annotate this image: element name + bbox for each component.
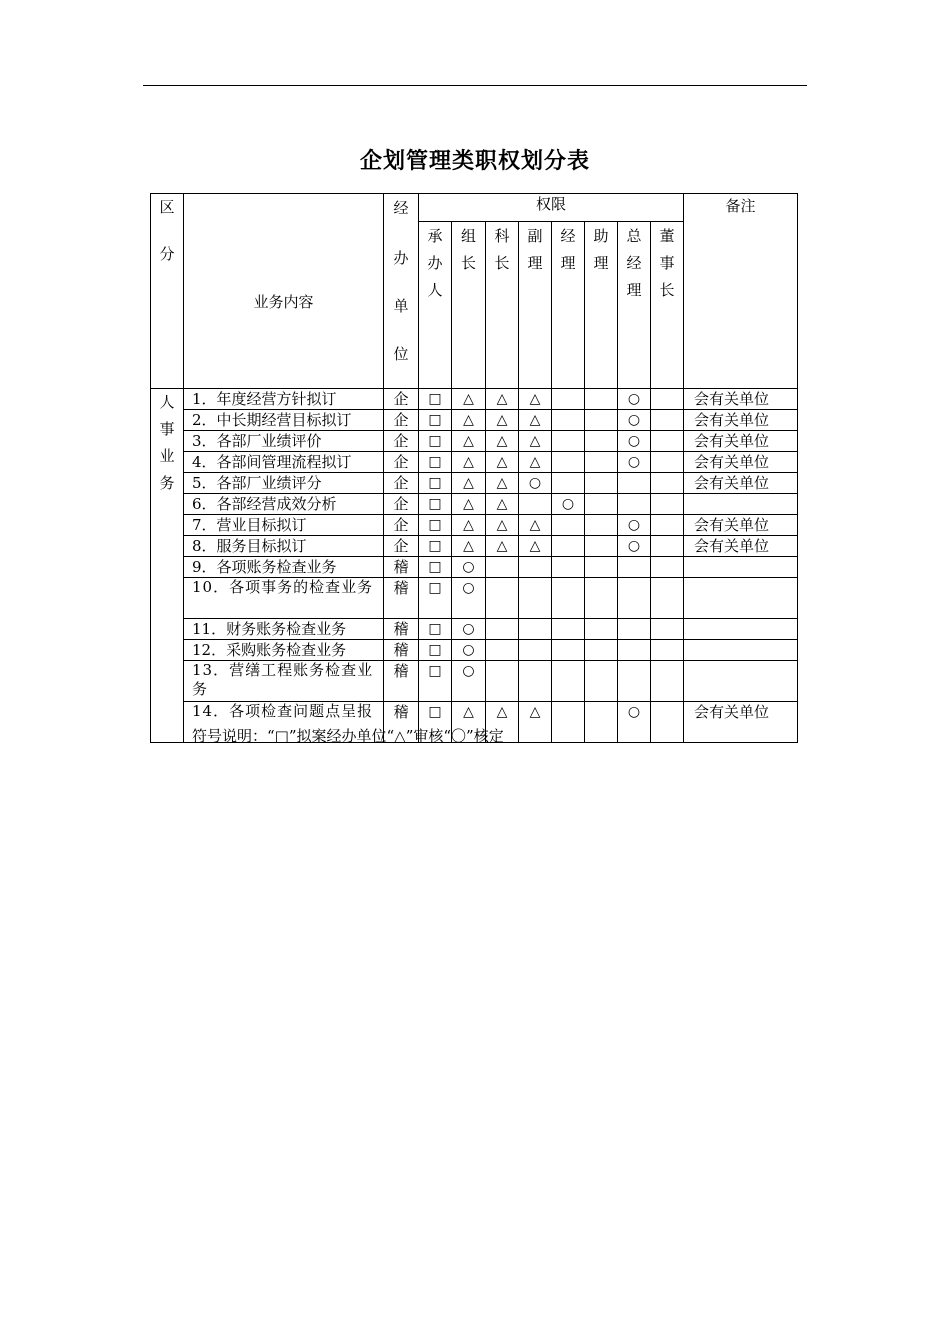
authority-mark: ○ [618,536,651,557]
authority-mark: ○ [452,578,486,619]
handling-unit: 企 [384,389,419,410]
authority-mark: △ [452,702,486,743]
authority-mark: □ [419,640,452,661]
header-handling-unit-char: 单 [393,297,409,315]
business-item: 2．中长期经营目标拟订 [184,410,384,431]
authority-mark: △ [452,473,486,494]
header-handling-unit-char: 办 [393,249,409,267]
handling-unit: 企 [384,410,419,431]
authority-mark [651,619,684,640]
category-cell [151,389,184,743]
authority-mark: △ [452,515,486,536]
authority-table [150,193,798,743]
business-item: 1．年度经营方针拟订 [184,389,384,410]
authority-mark [552,515,585,536]
authority-mark [486,661,519,702]
note-cell: 会有关单位 [684,389,798,410]
authority-mark: □ [419,702,452,743]
authority-mark: △ [452,410,486,431]
authority-mark: △ [519,431,552,452]
note-cell [684,661,798,702]
authority-mark: ○ [618,452,651,473]
authority-mark: △ [519,536,552,557]
authority-mark: ○ [519,473,552,494]
authority-mark [651,640,684,661]
note-cell: 会有关单位 [684,452,798,473]
authority-mark [585,557,618,578]
business-item: 4．各部间管理流程拟订 [184,452,384,473]
authority-mark [585,494,618,515]
authority-mark: □ [419,578,452,619]
header-role [618,222,651,389]
authority-mark [651,702,684,743]
business-item: 8．服务目标拟订 [184,536,384,557]
business-item: 3．各部厂业绩评价 [184,431,384,452]
header-role-char: 总 [626,227,642,246]
authority-mark: ○ [618,702,651,743]
authority-mark [618,494,651,515]
business-item: 12．采购账务检查业务 [184,640,384,661]
header-role-char: 长 [659,281,675,300]
authority-mark: △ [519,702,552,743]
handling-unit: 稽 [384,619,419,640]
business-item: 9．各项账务检查业务 [184,557,384,578]
header-role-char: 事 [659,254,675,273]
header-role-char: 组 [460,227,476,246]
authority-mark [651,494,684,515]
business-item: 5．各部厂业绩评分 [184,473,384,494]
handling-unit: 企 [384,452,419,473]
authority-mark [585,702,618,743]
authority-mark [585,389,618,410]
authority-mark [651,536,684,557]
header-qufen-bottom: 分 [159,245,175,263]
authority-mark [585,619,618,640]
handling-unit: 企 [384,515,419,536]
authority-mark: ○ [552,494,585,515]
header-qufen-top: 区 [159,198,175,216]
header-qufen [151,194,184,389]
authority-mark: △ [452,389,486,410]
header-role [452,222,486,389]
table-row [151,578,798,619]
authority-mark [552,452,585,473]
header-role [519,222,552,389]
authority-mark: △ [486,536,519,557]
authority-mark [585,661,618,702]
authority-mark: ○ [618,431,651,452]
authority-mark: □ [419,389,452,410]
header-role-char: 理 [527,254,543,273]
header-content [184,194,384,389]
authority-mark: △ [486,473,519,494]
authority-mark: ○ [452,640,486,661]
authority-mark: △ [519,452,552,473]
authority-mark [651,473,684,494]
authority-mark: △ [452,494,486,515]
authority-mark [552,702,585,743]
symbol-legend: 符号说明：“□”拟案经办单位“△”审核“〇”核定 [192,727,504,745]
header-role-char: 办 [427,254,443,273]
business-item: 11．财务账务检查业务 [184,619,384,640]
authority-mark: △ [452,431,486,452]
note-cell [684,494,798,515]
authority-mark [552,578,585,619]
authority-mark: △ [452,536,486,557]
authority-mark [552,619,585,640]
note-cell: 会有关单位 [684,515,798,536]
authority-mark: △ [486,389,519,410]
authority-mark [486,619,519,640]
business-item: 13．营缮工程账务检查业务 [184,661,384,702]
authority-mark: ○ [618,410,651,431]
authority-mark: ○ [452,557,486,578]
header-note: 备注 [684,194,798,389]
header-role-char: 理 [626,281,642,300]
authority-mark [651,431,684,452]
header-authority: 权限 [419,194,684,222]
header-role-char: 科 [494,227,510,246]
authority-mark [519,494,552,515]
authority-mark [618,640,651,661]
authority-mark: △ [452,452,486,473]
header-handling-unit-char: 位 [393,345,409,363]
category-char: 事 [159,420,175,438]
header-role-char: 长 [494,254,510,273]
handling-unit: 企 [384,431,419,452]
authority-mark [585,452,618,473]
category-char: 业 [159,447,175,465]
table-row [151,515,798,536]
header-handling-unit [384,194,419,389]
category-char: 人 [159,393,175,411]
authority-mark: △ [486,515,519,536]
authority-mark: ○ [618,389,651,410]
authority-mark: △ [519,389,552,410]
header-role [651,222,684,389]
authority-mark: △ [486,452,519,473]
authority-mark: △ [486,410,519,431]
table-row [151,452,798,473]
authority-mark [651,661,684,702]
handling-unit: 稽 [384,702,419,743]
authority-mark [519,640,552,661]
authority-mark [552,431,585,452]
business-item: 6．各部经营成效分析 [184,494,384,515]
header-handling-unit-char: 经 [393,199,409,217]
authority-mark [585,578,618,619]
note-cell [684,557,798,578]
header-role-char: 董 [659,227,675,246]
table-row [151,536,798,557]
header-role-char: 承 [427,227,443,246]
handling-unit: 稽 [384,557,419,578]
table-row [151,661,798,702]
business-item: 7．营业目标拟订 [184,515,384,536]
table-row [151,473,798,494]
authority-mark: △ [519,410,552,431]
header-content-label: 业务内容 [253,293,314,311]
authority-mark [552,557,585,578]
table-row [151,619,798,640]
table-row [151,494,798,515]
header-role-char: 理 [593,254,609,273]
table-row [151,410,798,431]
header-role [419,222,452,389]
handling-unit: 稽 [384,578,419,619]
authority-mark [552,661,585,702]
authority-mark [618,557,651,578]
authority-mark [585,515,618,536]
authority-mark: △ [486,431,519,452]
authority-mark [585,431,618,452]
authority-mark [585,536,618,557]
authority-mark: □ [419,473,452,494]
business-item: 10．各项事务的检查业务 [184,578,384,619]
handling-unit: 企 [384,473,419,494]
note-cell: 会有关单位 [684,410,798,431]
authority-mark [618,661,651,702]
authority-mark [585,473,618,494]
authority-mark [519,661,552,702]
note-cell [684,619,798,640]
header-role-char: 人 [427,281,443,300]
authority-mark [552,389,585,410]
authority-mark [585,640,618,661]
handling-unit: 稽 [384,661,419,702]
authority-mark [552,640,585,661]
authority-mark [519,557,552,578]
authority-mark [552,536,585,557]
note-cell: 会有关单位 [684,473,798,494]
authority-mark [519,578,552,619]
authority-mark [486,578,519,619]
authority-mark: □ [419,431,452,452]
table-row [151,431,798,452]
authority-mark [651,578,684,619]
authority-mark: □ [419,494,452,515]
table-row [151,389,798,410]
authority-mark: □ [419,536,452,557]
table-row [151,557,798,578]
authority-mark: □ [419,661,452,702]
note-cell [684,578,798,619]
note-cell: 会有关单位 [684,536,798,557]
authority-mark [618,619,651,640]
page-title: 企划管理类职权划分表 [359,149,590,174]
handling-unit: 企 [384,494,419,515]
authority-mark [651,389,684,410]
category-char: 务 [159,474,175,492]
note-cell: 会有关单位 [684,702,798,743]
authority-mark [486,640,519,661]
authority-mark [585,410,618,431]
authority-mark [486,557,519,578]
authority-mark [651,515,684,536]
authority-mark [651,410,684,431]
handling-unit: 稽 [384,640,419,661]
authority-mark: □ [419,515,452,536]
authority-mark [519,619,552,640]
header-role [552,222,585,389]
header-role-char: 长 [460,254,476,273]
note-cell: 会有关单位 [684,431,798,452]
header-role [486,222,519,389]
handling-unit: 企 [384,536,419,557]
authority-mark [618,473,651,494]
header-role-char: 助 [593,227,609,246]
header-rule [143,85,807,86]
authority-mark: △ [486,494,519,515]
authority-mark [552,410,585,431]
authority-mark [651,557,684,578]
header-role-char: 理 [560,254,576,273]
business-item: 14．各项检查问题点呈报 [184,702,384,743]
authority-mark: △ [519,515,552,536]
authority-mark [552,473,585,494]
note-cell [684,640,798,661]
authority-mark: ○ [452,619,486,640]
authority-mark: △ [486,702,519,743]
authority-mark: □ [419,452,452,473]
authority-mark: □ [419,410,452,431]
authority-mark: □ [419,619,452,640]
authority-mark [651,452,684,473]
authority-mark: ○ [618,515,651,536]
header-role-char: 副 [527,227,543,246]
authority-mark: ○ [452,661,486,702]
authority-mark [618,578,651,619]
header-role [585,222,618,389]
header-role-char: 经 [560,227,576,246]
table-row [151,640,798,661]
authority-mark: □ [419,557,452,578]
header-role-char: 经 [626,254,642,273]
